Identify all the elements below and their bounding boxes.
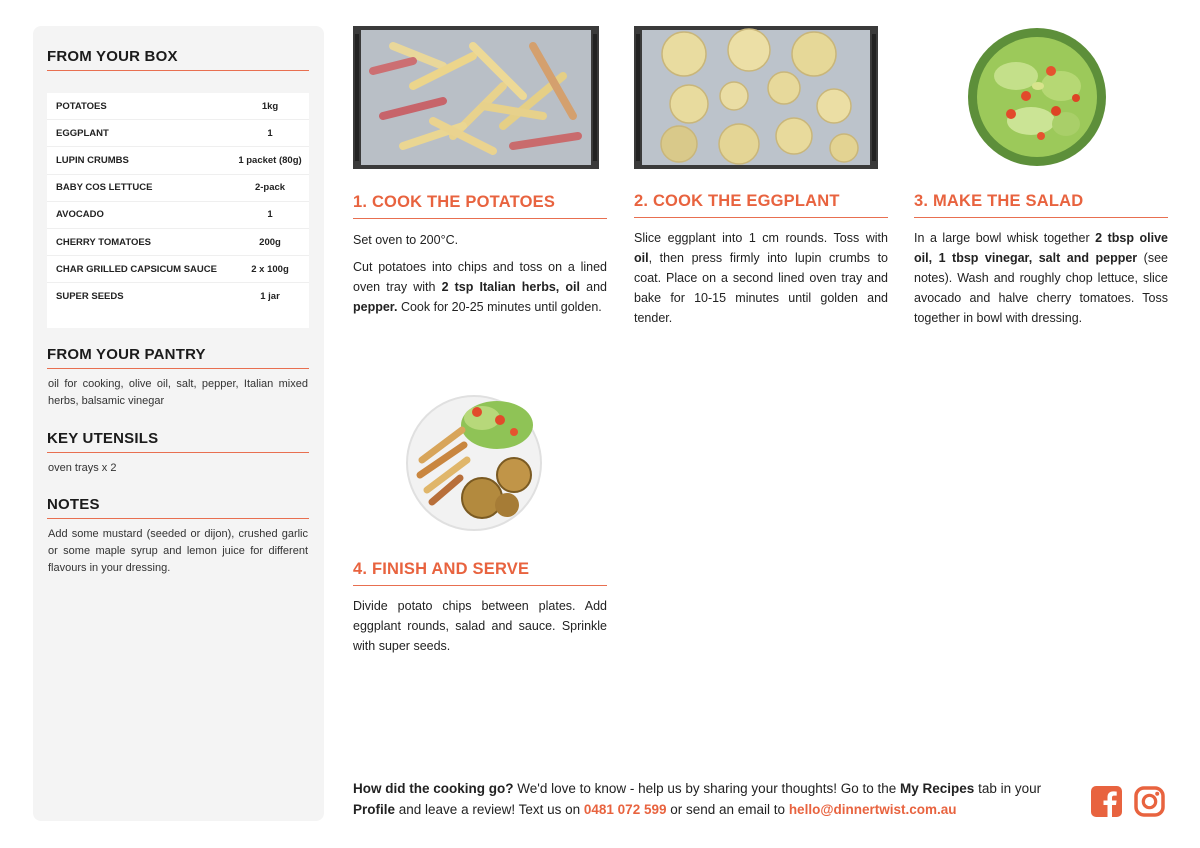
ingredient-name: SUPER SEEDS	[56, 290, 124, 302]
step-2-title: 2. COOK THE EGGPLANT	[634, 192, 888, 218]
eggplant-tray-image	[634, 26, 878, 169]
email-link[interactable]: hello@dinnertwist.com.au	[788, 802, 957, 817]
table-row	[47, 175, 309, 202]
plated-dish-image	[402, 390, 546, 532]
potatoes-tray-image	[353, 26, 599, 169]
profile-label: Profile	[353, 802, 396, 817]
utensils-text: oven trays x 2	[48, 462, 117, 474]
notes-title: NOTES	[47, 496, 309, 519]
ingredient-qty: 1 packet (80g)	[238, 154, 302, 166]
salad-bowl-image	[966, 26, 1108, 168]
ingredient-qty: 1	[267, 127, 273, 139]
ingredient-qty: 200g	[259, 236, 281, 248]
ingredient-qty: 1kg	[261, 100, 279, 112]
step-3-body	[914, 228, 1168, 335]
step-1-body	[353, 230, 607, 324]
table-row	[47, 202, 309, 229]
notes-text: Add some mustard (seeded or dijon), crushed garlic or some maple syrup and lemon juice for different flavours in your dressing.	[48, 528, 308, 574]
ingredient-name: AVOCADO	[56, 209, 104, 221]
ingredient-qty: 2 x 100g	[251, 263, 289, 275]
ingredient-name: LUPIN CRUMBS	[56, 154, 129, 166]
ingredient-name: CHERRY TOMATOES	[56, 236, 152, 248]
step-4-title: 4. FINISH AND SERVE	[353, 560, 607, 586]
ingredient-name: CHAR GRILLED CAPSICUM SAUCE	[56, 263, 217, 275]
table-row	[47, 93, 309, 120]
step-4-body	[353, 596, 607, 663]
step-1-title: 1. COOK THE POTATOES	[353, 193, 607, 219]
from-your-box-title: FROM YOUR BOX	[47, 48, 309, 71]
instagram-icon[interactable]	[1134, 786, 1165, 817]
box-ingredients-table	[47, 93, 309, 328]
step-1-paragraph: Set oven to 200°C.	[353, 233, 459, 247]
ingredient-name: POTATOES	[56, 100, 107, 112]
my-recipes-label: My Recipes	[900, 781, 975, 796]
facebook-icon[interactable]	[1091, 786, 1122, 817]
phone-number-link[interactable]: 0481 072 599	[583, 802, 667, 817]
ingredient-qty: 2-pack	[254, 182, 286, 194]
feedback-footer: How did the cooking go? We'd love to know - help us by sharing your thoughts! Go to the My Recipes tab in your Profile and leave a review! Text us on 0481 072 599 or send an email to hello@dinnertwist.com.au	[353, 781, 1042, 817]
step-4-paragraph: Divide potato chips between plates. Add eggplant rounds, salad and sauce. Sprinkle with super seeds.	[353, 599, 607, 653]
step-3-title: 3. MAKE THE SALAD	[914, 192, 1168, 218]
from-your-pantry-title: FROM YOUR PANTRY	[47, 346, 309, 369]
ingredients-sidebar	[33, 26, 324, 821]
table-row	[47, 229, 309, 256]
step-2-paragraph: Slice eggplant into 1 cm rounds. Toss with oil, then press firmly into lupin crumbs to coat. Place on a second lined oven tray and bake for 10-15 minutes until golden and tender.	[634, 231, 888, 325]
step-2-body	[634, 228, 888, 335]
table-row	[47, 147, 309, 174]
table-row	[47, 283, 309, 309]
table-row	[47, 256, 309, 283]
ingredient-name: BABY COS LETTUCE	[56, 182, 153, 194]
step-1-paragraph: Cut potatoes into chips and toss on a lined oven tray with 2 tsp Italian herbs, oil and pepper. Cook for 20-25 minutes until golden.	[353, 260, 607, 314]
table-row	[47, 120, 309, 147]
key-utensils-title: KEY UTENSILS	[47, 430, 309, 453]
ingredient-name: EGGPLANT	[56, 127, 109, 139]
pantry-text: oil for cooking, olive oil, salt, pepper, Italian mixed herbs, balsamic vinegar	[48, 378, 308, 407]
ingredient-qty: 1 jar	[260, 290, 280, 302]
feedback-question: How did the cooking go?	[353, 781, 514, 796]
ingredient-qty: 1	[267, 209, 273, 221]
step-3-paragraph: In a large bowl whisk together 2 tbsp olive oil, 1 tbsp vinegar, salt and pepper (see notes). Wash and roughly chop lettuce, slice avocado and halve cherry tomatoes. Toss together in bowl with dressing.	[914, 231, 1168, 325]
